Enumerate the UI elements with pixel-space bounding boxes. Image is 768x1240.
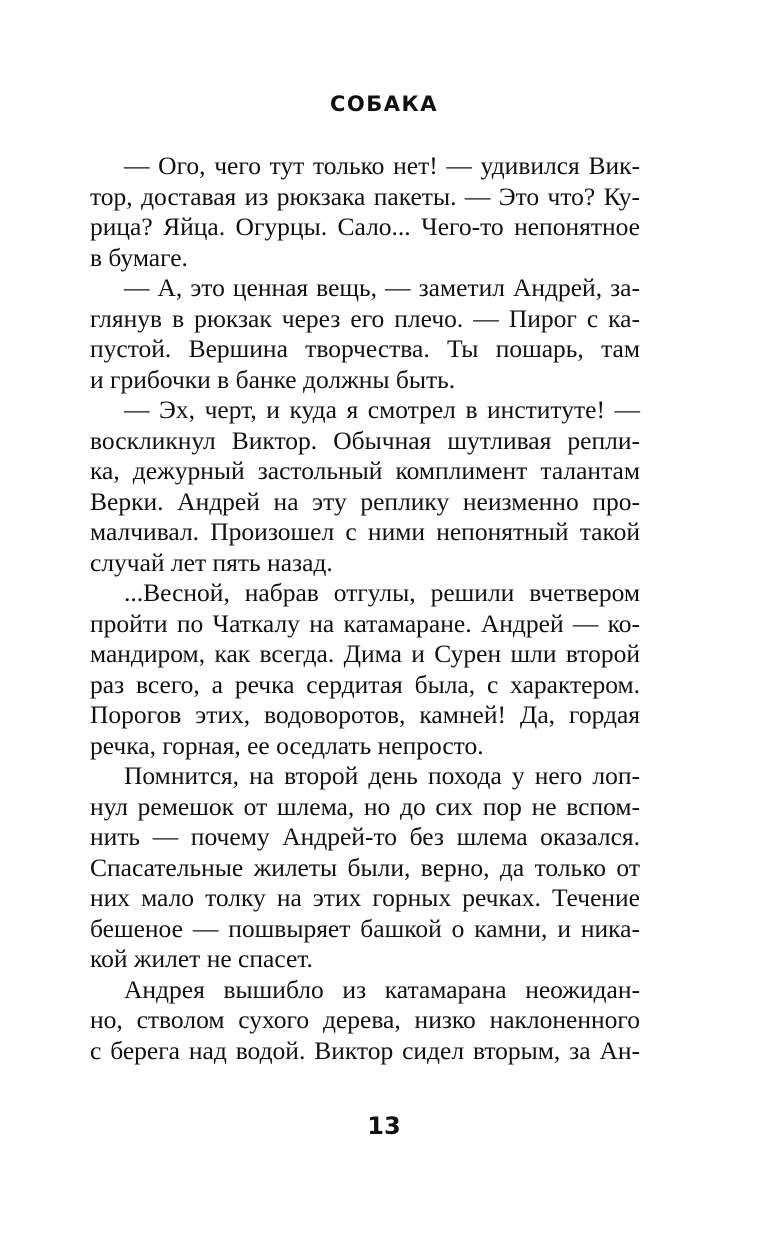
- text-line: мандиром, как всегда. Дима и Сурен шли второй: [90, 639, 640, 668]
- text-line: Спасательные жилеты были, верно, да только от: [90, 852, 640, 882]
- text-line: Помнится, на второй день похода у него лоп-: [124, 761, 640, 790]
- text-line: в бумаге.: [90, 242, 188, 272]
- text-line: Андрея вышибло из катамарана неожидан-: [124, 974, 640, 1004]
- text-line: случай лет пять назад.: [90, 547, 333, 577]
- text-line: ...Весной, набрав отгулы, решили вчетвером: [124, 578, 640, 607]
- text-line: пустой. Вершина творчества. Ты пошарь, там: [90, 334, 640, 363]
- paragraph: [90, 273, 640, 395]
- paragraph: [90, 151, 640, 273]
- running-header: СОБАКА: [330, 92, 438, 116]
- text-line: Порогов этих, водоворотов, камней! Да, гордая: [90, 700, 640, 729]
- text-line: Верки. Андрей на эту реплику неизменно про-: [90, 486, 640, 516]
- text-line: — Ого, чего тут только нет! — удивился Вик-: [124, 151, 640, 180]
- text-line: бешеное — пошвыряет башкой о камни, и ника-: [90, 913, 640, 943]
- text-line: тор, доставая из рюкзака пакеты. — Это что? Ку-: [90, 181, 640, 211]
- text-line: кой жилет не спасет.: [90, 944, 313, 973]
- text-line: малчивал. Произошел с ними непонятный такой: [90, 517, 640, 546]
- text-line: пройти по Чаткалу на катамаране. Андрей — ко-: [90, 608, 640, 638]
- text-line: ка, дежурный застольный комплимент талантам: [90, 456, 640, 485]
- text-line: и грибочки в банке должны быть.: [90, 364, 456, 394]
- paragraph: [90, 578, 640, 761]
- text-line: воскликнул Виктор. Обычная шутливая репли-: [90, 425, 640, 455]
- page-number: 13: [367, 1112, 401, 1140]
- text-line: нул ремешок от шлема, но до сих пор не вспом-: [90, 791, 640, 821]
- text-line: но, стволом сухого дерева, низко наклоненного: [90, 1005, 640, 1034]
- text-line: глянув в рюкзак через его плечо. — Пирог с ка-: [90, 303, 640, 333]
- text-line: раз всего, а речка сердитая была, с характером.: [90, 669, 640, 699]
- text-line: — А, это ценная вещь, — заметил Андрей, за-: [124, 273, 640, 302]
- text-line: них мало толку на этих горных речках. Течение: [90, 883, 640, 912]
- text-line: — Эх, черт, и куда я смотрел в институте! —: [124, 395, 640, 424]
- paragraph: [90, 761, 640, 975]
- body-text: [90, 151, 640, 1066]
- text-line: нить — почему Андрей-то без шлема оказался.: [90, 822, 640, 851]
- text-line: с берега над водой. Виктор сидел вторым, за Ан-: [90, 1035, 640, 1065]
- paragraph: [90, 395, 640, 578]
- text-line: рица? Яйца. Огурцы. Сало... Чего-то непонятное: [90, 212, 640, 241]
- paragraph: [90, 975, 640, 1067]
- text-line: речка, горная, ее оседлать непросто.: [90, 730, 484, 760]
